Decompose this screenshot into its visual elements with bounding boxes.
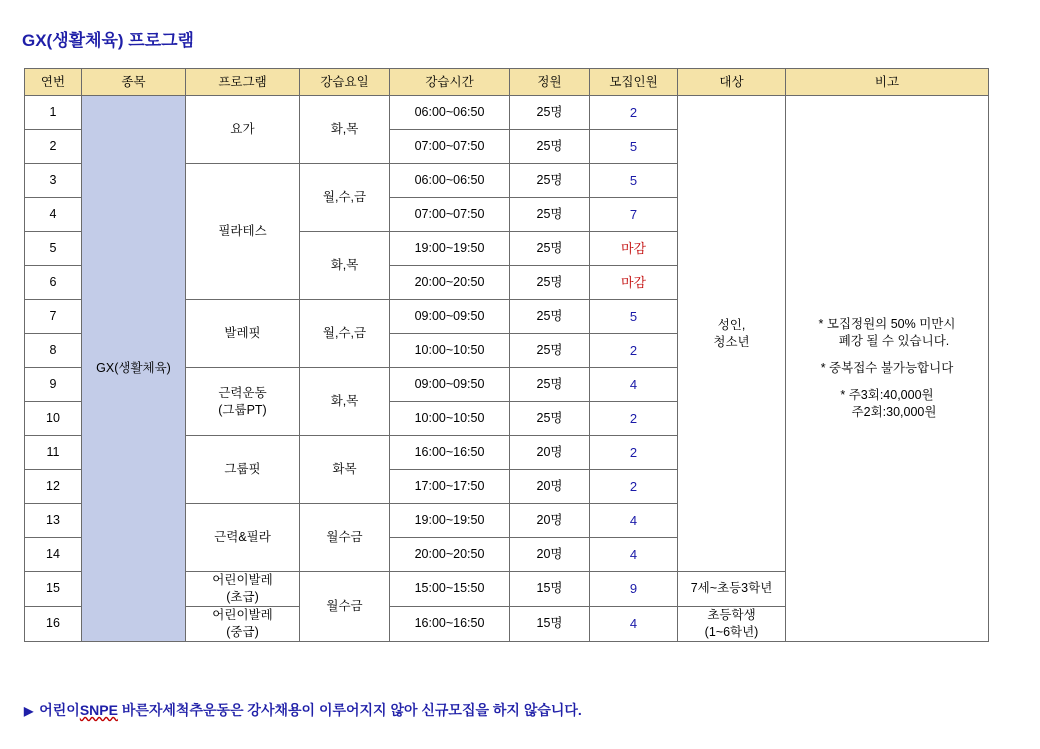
cell-program: 그룹핏 bbox=[186, 436, 300, 504]
cell-no: 12 bbox=[25, 470, 82, 504]
note-line-3: * 중복접수 불가능합니다 bbox=[820, 360, 954, 375]
column-header-no: 연번 bbox=[25, 69, 82, 96]
column-header-program: 프로그램 bbox=[186, 69, 300, 96]
column-header-recruit: 모집인원 bbox=[590, 69, 678, 96]
column-header-day: 강습요일 bbox=[300, 69, 390, 96]
cell-recruit: 4 bbox=[590, 368, 678, 402]
cell-no: 8 bbox=[25, 334, 82, 368]
cell-program bbox=[186, 606, 300, 641]
cell-capacity: 25명 bbox=[510, 334, 590, 368]
table-body bbox=[25, 96, 989, 642]
cell-capacity: 20명 bbox=[510, 538, 590, 572]
cell-time: 09:00~09:50 bbox=[390, 368, 510, 402]
cell-capacity: 25명 bbox=[510, 300, 590, 334]
cell-no: 16 bbox=[25, 606, 82, 641]
footer-note-part2: SNPE bbox=[79, 702, 118, 718]
cell-no: 3 bbox=[25, 164, 82, 198]
cell-capacity: 20명 bbox=[510, 470, 590, 504]
cell-day: 월,수,금 bbox=[300, 300, 390, 368]
program-kids-ballet-mid-line2: (중급) bbox=[226, 624, 259, 639]
cell-recruit: 5 bbox=[590, 164, 678, 198]
target-adult-line2: 청소년 bbox=[713, 334, 750, 349]
cell-recruit: 4 bbox=[590, 606, 678, 641]
cell-recruit: 4 bbox=[590, 504, 678, 538]
program-kids-ballet-mid-line1: 어린이발레 bbox=[212, 607, 273, 622]
page-title: GX(생활체육) 프로그램 bbox=[22, 31, 194, 50]
column-header-note: 비고 bbox=[786, 69, 989, 96]
table-row bbox=[25, 96, 989, 130]
target-kids-mid-line1: 초등학생 bbox=[707, 607, 756, 622]
cell-no: 5 bbox=[25, 232, 82, 266]
cell-recruit: 2 bbox=[590, 334, 678, 368]
cell-no: 11 bbox=[25, 436, 82, 470]
cell-time: 06:00~06:50 bbox=[390, 96, 510, 130]
cell-time: 16:00~16:50 bbox=[390, 606, 510, 641]
cell-recruit: 4 bbox=[590, 538, 678, 572]
program-kids-ballet-basic-line1: 어린이발레 bbox=[212, 573, 273, 587]
cell-capacity: 25명 bbox=[510, 198, 590, 232]
cell-capacity: 20명 bbox=[510, 436, 590, 470]
column-header-capacity: 정원 bbox=[510, 69, 590, 96]
cell-no: 13 bbox=[25, 504, 82, 538]
cell-no: 10 bbox=[25, 402, 82, 436]
cell-capacity: 25명 bbox=[510, 402, 590, 436]
cell-time: 06:00~06:50 bbox=[390, 164, 510, 198]
gx-program-table bbox=[24, 68, 989, 642]
cell-day: 화목 bbox=[300, 436, 390, 504]
cell-program: 발레핏 bbox=[186, 300, 300, 368]
cell-day: 월수금 bbox=[300, 504, 390, 572]
cell-time: 15:00~15:50 bbox=[390, 572, 510, 607]
cell-time: 19:00~19:50 bbox=[390, 232, 510, 266]
table-header-row bbox=[25, 69, 989, 96]
cell-recruit: 2 bbox=[590, 402, 678, 436]
cell-recruit: 2 bbox=[590, 96, 678, 130]
cell-day: 화,목 bbox=[300, 368, 390, 436]
cell-no: 4 bbox=[25, 198, 82, 232]
cell-category: GX(생활체육) bbox=[82, 96, 186, 642]
cell-time: 19:00~19:50 bbox=[390, 504, 510, 538]
cell-time: 07:00~07:50 bbox=[390, 130, 510, 164]
cell-capacity: 25명 bbox=[510, 96, 590, 130]
cell-no: 2 bbox=[25, 130, 82, 164]
cell-target-kids-mid bbox=[678, 606, 786, 641]
cell-time: 17:00~17:50 bbox=[390, 470, 510, 504]
cell-recruit: 7 bbox=[590, 198, 678, 232]
cell-program bbox=[186, 368, 300, 436]
cell-program: 요가 bbox=[186, 96, 300, 164]
cell-time: 07:00~07:50 bbox=[390, 198, 510, 232]
cell-capacity: 25명 bbox=[510, 266, 590, 300]
cell-recruit: 5 bbox=[590, 300, 678, 334]
cell-recruit: 2 bbox=[590, 470, 678, 504]
target-adult-line1: 성인, bbox=[717, 317, 746, 332]
cell-program: 필라테스 bbox=[186, 164, 300, 300]
target-kids-mid-line2: (1~6학년) bbox=[704, 624, 759, 639]
cell-capacity: 15명 bbox=[510, 606, 590, 641]
note-line-1: * 모집정원의 50% 미만시 bbox=[818, 317, 956, 332]
footer-note-part3: 바른자세척추운동은 강사채용이 이루어지지 않아 신규모집을 하지 않습니다. bbox=[121, 702, 582, 718]
note-line-2: 폐강 될 수 있습니다. bbox=[838, 333, 950, 348]
cell-capacity: 15명 bbox=[510, 572, 590, 607]
cell-no: 7 bbox=[25, 300, 82, 334]
program-strength-line1: 근력운동 bbox=[218, 385, 267, 400]
column-header-time: 강습시간 bbox=[390, 69, 510, 96]
column-header-target: 대상 bbox=[678, 69, 786, 96]
footer-note-part1: 어린이 bbox=[39, 702, 80, 718]
cell-no: 14 bbox=[25, 538, 82, 572]
cell-recruit-closed: 마감 bbox=[590, 266, 678, 300]
cell-program: 근력&필라 bbox=[186, 504, 300, 572]
footer-note bbox=[24, 700, 582, 720]
cell-day: 화,목 bbox=[300, 232, 390, 300]
cell-capacity: 25명 bbox=[510, 164, 590, 198]
cell-day: 월수금 bbox=[300, 572, 390, 642]
cell-recruit: 2 bbox=[590, 436, 678, 470]
cell-time: 20:00~20:50 bbox=[390, 266, 510, 300]
table-header bbox=[25, 69, 989, 96]
cell-program bbox=[186, 572, 300, 607]
cell-no: 1 bbox=[25, 96, 82, 130]
cell-no: 6 bbox=[25, 266, 82, 300]
cell-time: 10:00~10:50 bbox=[390, 334, 510, 368]
cell-day: 화,목 bbox=[300, 96, 390, 164]
cell-target-kids-basic: 7세~초등3학년 bbox=[678, 572, 786, 607]
cell-no: 15 bbox=[25, 572, 82, 607]
note-line-4: * 주3회:40,000원 bbox=[840, 387, 934, 402]
note-line-5: 주2회:30,000원 bbox=[851, 404, 937, 419]
program-strength-line2: (그룹PT) bbox=[218, 402, 267, 417]
cell-day: 월,수,금 bbox=[300, 164, 390, 232]
cell-capacity: 25명 bbox=[510, 130, 590, 164]
cell-capacity: 20명 bbox=[510, 504, 590, 538]
cell-no: 9 bbox=[25, 368, 82, 402]
program-kids-ballet-basic-line2: (초급) bbox=[226, 589, 259, 604]
cell-recruit-closed: 마감 bbox=[590, 232, 678, 266]
column-header-item: 종목 bbox=[82, 69, 186, 96]
cell-capacity: 25명 bbox=[510, 232, 590, 266]
cell-time: 16:00~16:50 bbox=[390, 436, 510, 470]
cell-recruit: 5 bbox=[590, 130, 678, 164]
triangle-right-icon: ▶ bbox=[24, 704, 34, 718]
cell-target-adult bbox=[678, 96, 786, 572]
cell-time: 10:00~10:50 bbox=[390, 402, 510, 436]
cell-capacity: 25명 bbox=[510, 368, 590, 402]
cell-time: 20:00~20:50 bbox=[390, 538, 510, 572]
cell-time: 09:00~09:50 bbox=[390, 300, 510, 334]
cell-recruit: 9 bbox=[590, 572, 678, 607]
cell-note bbox=[786, 96, 989, 642]
